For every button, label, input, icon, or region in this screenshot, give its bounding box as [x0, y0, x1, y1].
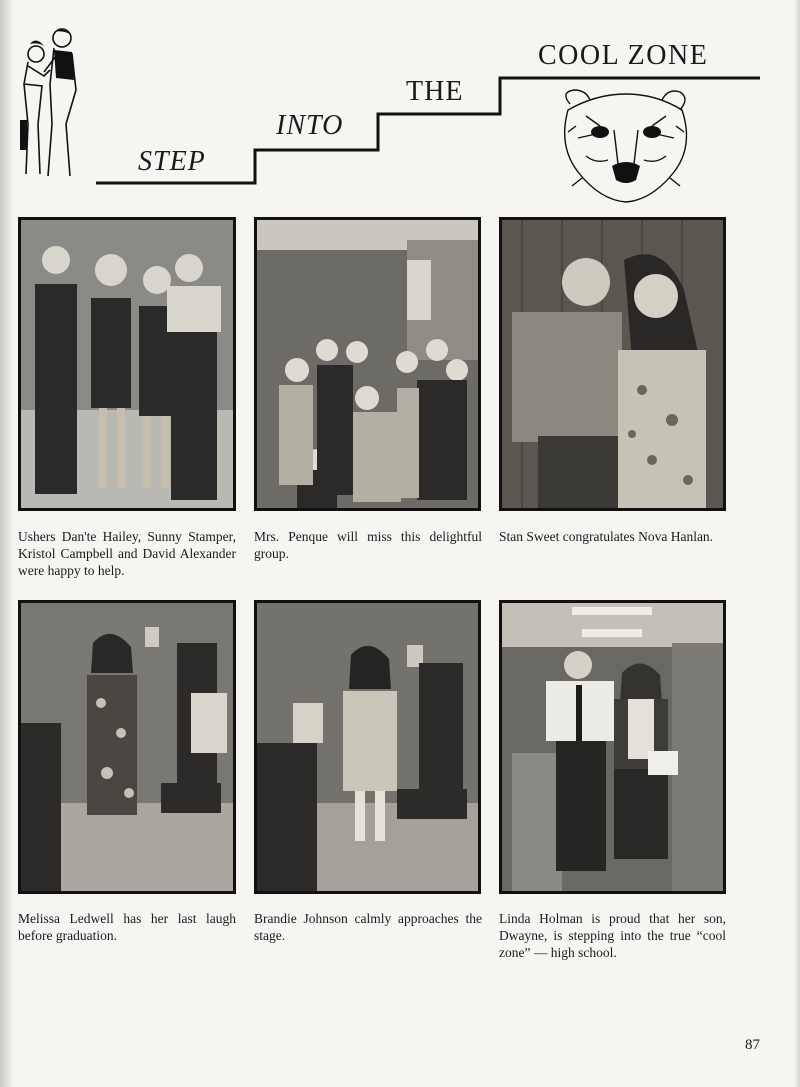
- caption-melissa: Melissa Ledwell has her last laugh before graduation.: [18, 911, 236, 943]
- photo-brandie: [254, 600, 481, 894]
- caption-linda-and-dwayne: Linda Holman is proud that her son, Dwayne, is stepping into the true “cool zone” — high school.: [499, 911, 726, 960]
- photo-ushers: [18, 217, 236, 511]
- photo-linda-and-dwayne: [499, 600, 726, 894]
- bear-mascot-illustration: [556, 86, 696, 206]
- photo-melissa: [18, 600, 236, 894]
- title-word-cool-zone: COOL ZONE: [538, 40, 709, 71]
- page-number: 87: [745, 1037, 760, 1053]
- photo-stan-and-nova: [499, 217, 726, 511]
- caption-stan-and-nova: Stan Sweet congratulates Nova Hanlan.: [499, 529, 714, 544]
- title-word-into: INTO: [276, 110, 344, 141]
- title-word-step: STEP: [138, 146, 206, 177]
- couple-illustration: [14, 24, 84, 184]
- caption-group: Mrs. Penque will miss this delightful group.: [254, 529, 482, 561]
- caption-brandie: Brandie Johnson calmly approaches the stage.: [254, 911, 482, 943]
- title-word-the: THE: [406, 76, 464, 107]
- caption-ushers: Ushers Dan'te Hailey, Sunny Stamper, Kristol Campbell and David Alexander were happy to help.: [18, 529, 236, 578]
- photo-group: [254, 217, 481, 511]
